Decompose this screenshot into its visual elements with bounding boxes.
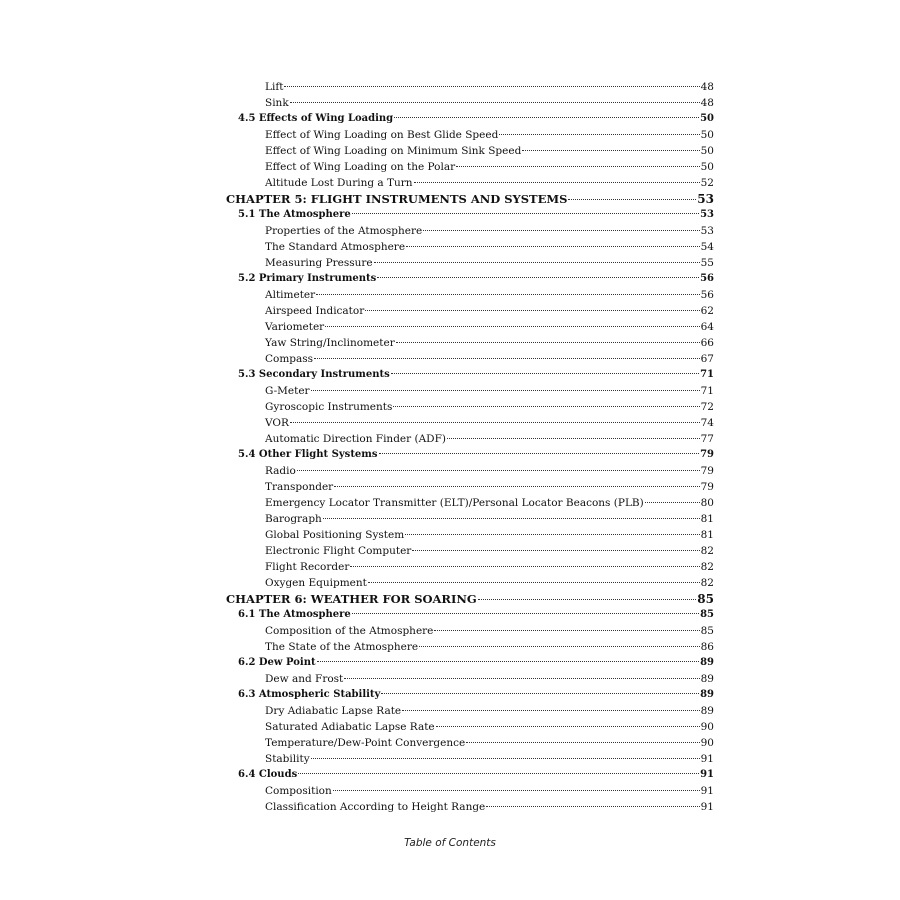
toc-page-number: 52 <box>700 177 714 189</box>
toc-entry-title: Saturated Adiabatic Lapse Rate <box>265 721 435 733</box>
toc-dot-leader <box>414 181 700 183</box>
toc-page-number: 85 <box>700 609 714 620</box>
toc-entry-title: CHAPTER 5: FLIGHT INSTRUMENTS AND SYSTEMS <box>226 192 568 206</box>
toc-entry-title: Temperature/Dew-Point Convergence <box>265 737 466 749</box>
toc-dot-leader <box>350 565 699 567</box>
toc-dot-leader <box>325 325 699 327</box>
toc-page-number: 53 <box>700 209 714 220</box>
toc-entry-title: 6.3 Atmospheric Stability <box>238 689 381 700</box>
toc-dot-leader <box>423 229 699 231</box>
toc-dot-leader <box>522 149 699 151</box>
toc-page-number: 89 <box>700 673 714 685</box>
toc-entry-title: Airspeed Indicator <box>265 305 365 317</box>
toc-entry-title: Composition of the Atmosphere <box>265 625 434 637</box>
toc-dot-leader <box>568 198 696 200</box>
toc-subsection-entry[interactable] <box>226 399 714 415</box>
toc-subsection-entry[interactable] <box>226 351 714 367</box>
toc-entry-title: Variometer <box>265 321 325 333</box>
toc-subsection-entry[interactable] <box>226 543 714 559</box>
toc-subsection-entry[interactable] <box>226 415 714 431</box>
toc-entry-title: The Standard Atmosphere <box>265 241 406 253</box>
toc-page-number: 81 <box>700 529 714 541</box>
toc-entry-title: G-Meter <box>265 385 310 397</box>
toc-subsection-entry[interactable] <box>226 799 714 815</box>
toc-entry-title: Emergency Locator Transmitter (ELT)/Personal Locator Beacons (PLB) <box>265 497 644 509</box>
toc-dot-leader <box>377 276 699 278</box>
toc-entry-title: Effect of Wing Loading on the Polar <box>265 161 456 173</box>
toc-page-number: 71 <box>700 385 714 397</box>
toc-dot-leader <box>374 261 700 263</box>
toc-dot-leader <box>297 469 700 471</box>
toc-dot-leader <box>391 372 699 374</box>
toc-page-number: 67 <box>700 353 714 365</box>
toc-entry-title: CHAPTER 6: WEATHER FOR SOARING <box>226 592 477 606</box>
toc-dot-leader <box>447 437 700 439</box>
toc-dot-leader <box>352 212 699 214</box>
toc-dot-leader <box>381 692 699 694</box>
toc-entry-title: Compass <box>265 353 314 365</box>
toc-dot-leader <box>368 581 700 583</box>
toc-entry-title: 5.4 Other Flight Systems <box>238 449 378 460</box>
toc-page-number: 79 <box>700 465 714 477</box>
toc-page-number: 82 <box>700 545 714 557</box>
toc-subsection-entry[interactable] <box>226 431 714 447</box>
toc-page-number: 55 <box>700 257 714 269</box>
toc-dot-leader <box>412 549 699 551</box>
toc-dot-leader <box>436 725 700 727</box>
toc-subsection-entry[interactable] <box>226 95 714 111</box>
toc-dot-leader <box>379 452 700 454</box>
toc-entry-title: Electronic Flight Computer <box>265 545 412 557</box>
toc-entry-title: Measuring Pressure <box>265 257 373 269</box>
toc-page-number: 82 <box>700 561 714 573</box>
toc-page-number: 89 <box>700 705 714 717</box>
toc-dot-leader <box>466 741 699 743</box>
toc-page-number: 90 <box>700 737 714 749</box>
toc-subsection-entry[interactable] <box>226 383 714 399</box>
toc-entry-title: Properties of the Atmosphere <box>265 225 423 237</box>
toc-entry-title: 6.4 Clouds <box>238 769 298 780</box>
toc-subsection-entry[interactable] <box>226 751 714 767</box>
toc-subsection-entry[interactable] <box>226 719 714 735</box>
toc-dot-leader <box>290 421 700 423</box>
toc-subsection-entry[interactable] <box>226 127 714 143</box>
toc-subsection-entry[interactable] <box>226 479 714 495</box>
toc-section-entry[interactable] <box>226 687 714 703</box>
toc-dot-leader <box>478 598 697 600</box>
toc-subsection-entry[interactable] <box>226 255 714 271</box>
toc-page-number: 48 <box>700 81 714 93</box>
toc-dot-leader <box>419 645 700 647</box>
toc-subsection-entry[interactable] <box>226 511 714 527</box>
toc-page-number: 54 <box>700 241 714 253</box>
toc-page-number: 53 <box>700 225 714 237</box>
toc-entry-title: Classification According to Height Range <box>265 801 486 813</box>
toc-dot-leader <box>394 116 699 118</box>
toc-subsection-entry[interactable] <box>226 671 714 687</box>
toc-entry-title: VOR <box>265 417 289 429</box>
toc-entry-title: Dry Adiabatic Lapse Rate <box>265 705 402 717</box>
toc-dot-leader <box>405 533 699 535</box>
toc-dot-leader <box>334 485 699 487</box>
toc-entry-title: Transponder <box>265 481 334 493</box>
toc-page-number: 64 <box>700 321 714 333</box>
toc-section-entry[interactable] <box>226 767 714 783</box>
toc-dot-leader <box>406 245 700 247</box>
toc-entry-title: Composition <box>265 785 332 797</box>
toc-page-number: 53 <box>697 192 714 206</box>
toc-page-number: 91 <box>700 801 714 813</box>
toc-dot-leader <box>456 165 700 167</box>
toc-section-entry[interactable] <box>226 447 714 463</box>
toc-page-number: 79 <box>700 449 714 460</box>
toc-page-number: 89 <box>700 689 714 700</box>
toc-subsection-entry[interactable] <box>226 703 714 719</box>
toc-dot-leader <box>290 101 700 103</box>
toc-section-entry[interactable] <box>226 207 714 223</box>
toc-entry-title: Oxygen Equipment <box>265 577 367 589</box>
toc-page-number: 66 <box>700 337 714 349</box>
toc-dot-leader <box>486 805 699 807</box>
toc-page-number: 74 <box>700 417 714 429</box>
toc-dot-leader <box>645 501 700 503</box>
toc-subsection-entry[interactable] <box>226 527 714 543</box>
toc-dot-leader <box>314 357 700 359</box>
toc-page-number: 89 <box>700 657 714 668</box>
toc-dot-leader <box>352 612 699 614</box>
toc-dot-leader <box>284 85 699 87</box>
toc-subsection-entry[interactable] <box>226 79 714 95</box>
toc-page-number: 85 <box>700 625 714 637</box>
toc-section-entry[interactable] <box>226 271 714 287</box>
toc-entry-title: Global Positioning System <box>265 529 405 541</box>
toc-dot-leader <box>393 405 699 407</box>
toc-entry-title: The State of the Atmosphere <box>265 641 419 653</box>
toc-entry-title: Radio <box>265 465 296 477</box>
toc-subsection-entry[interactable] <box>226 159 714 175</box>
toc-page-number: 81 <box>700 513 714 525</box>
toc-subsection-entry[interactable] <box>226 559 714 575</box>
toc-entry-title: 5.2 Primary Instruments <box>238 273 377 284</box>
toc-subsection-entry[interactable] <box>226 239 714 255</box>
toc-entry-title: 5.1 The Atmosphere <box>238 209 351 220</box>
toc-entry-title: 6.2 Dew Point <box>238 657 316 668</box>
toc-entry-title: Barograph <box>265 513 322 525</box>
toc-dot-leader <box>499 133 699 135</box>
toc-dot-leader <box>365 309 699 311</box>
toc-page-number: 90 <box>700 721 714 733</box>
toc-dot-leader <box>344 677 699 679</box>
toc-subsection-entry[interactable] <box>226 495 714 511</box>
toc-page-number: 86 <box>700 641 714 653</box>
toc-page-number: 71 <box>700 369 714 380</box>
toc-dot-leader <box>317 660 699 662</box>
toc-dot-leader <box>311 389 700 391</box>
toc-page-number: 91 <box>700 769 714 780</box>
toc-entry-title: Effect of Wing Loading on Best Glide Speed <box>265 129 499 141</box>
toc-chapter-entry[interactable] <box>226 591 714 607</box>
toc-subsection-entry[interactable] <box>226 623 714 639</box>
toc-entry-title: Altimeter <box>265 289 316 301</box>
toc-page-number: 80 <box>700 497 714 509</box>
toc-page-number: 50 <box>700 113 714 124</box>
toc-entry-title: Lift <box>265 81 284 93</box>
toc-subsection-entry[interactable] <box>226 223 714 239</box>
toc-subsection-entry[interactable] <box>226 335 714 351</box>
toc-dot-leader <box>434 629 699 631</box>
toc-dot-leader <box>316 293 699 295</box>
toc-entry-title: Yaw String/Inclinometer <box>265 337 395 349</box>
toc-entry-title: Gyroscopic Instruments <box>265 401 393 413</box>
toc-subsection-entry[interactable] <box>226 303 714 319</box>
toc-subsection-entry[interactable] <box>226 575 714 591</box>
toc-entry-title: Stability <box>265 753 310 765</box>
toc-subsection-entry[interactable] <box>226 783 714 799</box>
toc-page-number: 56 <box>700 273 714 284</box>
toc-page-number: 77 <box>700 433 714 445</box>
toc-entry-title: 6.1 The Atmosphere <box>238 609 351 620</box>
toc-page-number: 72 <box>700 401 714 413</box>
toc-page-number: 79 <box>700 481 714 493</box>
toc-dot-leader <box>402 709 699 711</box>
toc-subsection-entry[interactable] <box>226 143 714 159</box>
toc-chapter-entry[interactable] <box>226 191 714 207</box>
toc-subsection-entry[interactable] <box>226 319 714 335</box>
toc-section-entry[interactable] <box>226 111 714 127</box>
toc-entry-title: Sink <box>265 97 289 109</box>
toc-entry-title: 4.5 Effects of Wing Loading <box>238 113 394 124</box>
toc-page-number: 85 <box>697 592 714 606</box>
toc-dot-leader <box>333 789 700 791</box>
toc-entry-title: Flight Recorder <box>265 561 350 573</box>
toc-subsection-entry[interactable] <box>226 639 714 655</box>
toc-subsection-entry[interactable] <box>226 463 714 479</box>
toc-page-number: 48 <box>700 97 714 109</box>
toc-dot-leader <box>396 341 700 343</box>
toc-page-number: 91 <box>700 753 714 765</box>
table-of-contents <box>226 79 714 815</box>
toc-page-number: 50 <box>700 161 714 173</box>
toc-page-number: 50 <box>700 129 714 141</box>
toc-entry-title: Effect of Wing Loading on Minimum Sink Speed <box>265 145 522 157</box>
toc-dot-leader <box>298 772 699 774</box>
toc-subsection-entry[interactable] <box>226 287 714 303</box>
toc-subsection-entry[interactable] <box>226 175 714 191</box>
toc-subsection-entry[interactable] <box>226 735 714 751</box>
toc-entry-title: Altitude Lost During a Turn <box>265 177 413 189</box>
toc-dot-leader <box>323 517 700 519</box>
toc-page-number: 56 <box>700 289 714 301</box>
toc-page-number: 91 <box>700 785 714 797</box>
toc-page-number: 82 <box>700 577 714 589</box>
toc-section-entry[interactable] <box>226 655 714 671</box>
toc-entry-title: 5.3 Secondary Instruments <box>238 369 390 380</box>
toc-entry-title: Dew and Frost <box>265 673 344 685</box>
toc-page-number: 62 <box>700 305 714 317</box>
toc-dot-leader <box>311 757 700 759</box>
toc-page-number: 50 <box>700 145 714 157</box>
toc-section-entry[interactable] <box>226 367 714 383</box>
toc-entry-title: Automatic Direction Finder (ADF) <box>265 433 446 445</box>
page-footer: Table of Contents <box>404 837 496 849</box>
toc-section-entry[interactable] <box>226 607 714 623</box>
